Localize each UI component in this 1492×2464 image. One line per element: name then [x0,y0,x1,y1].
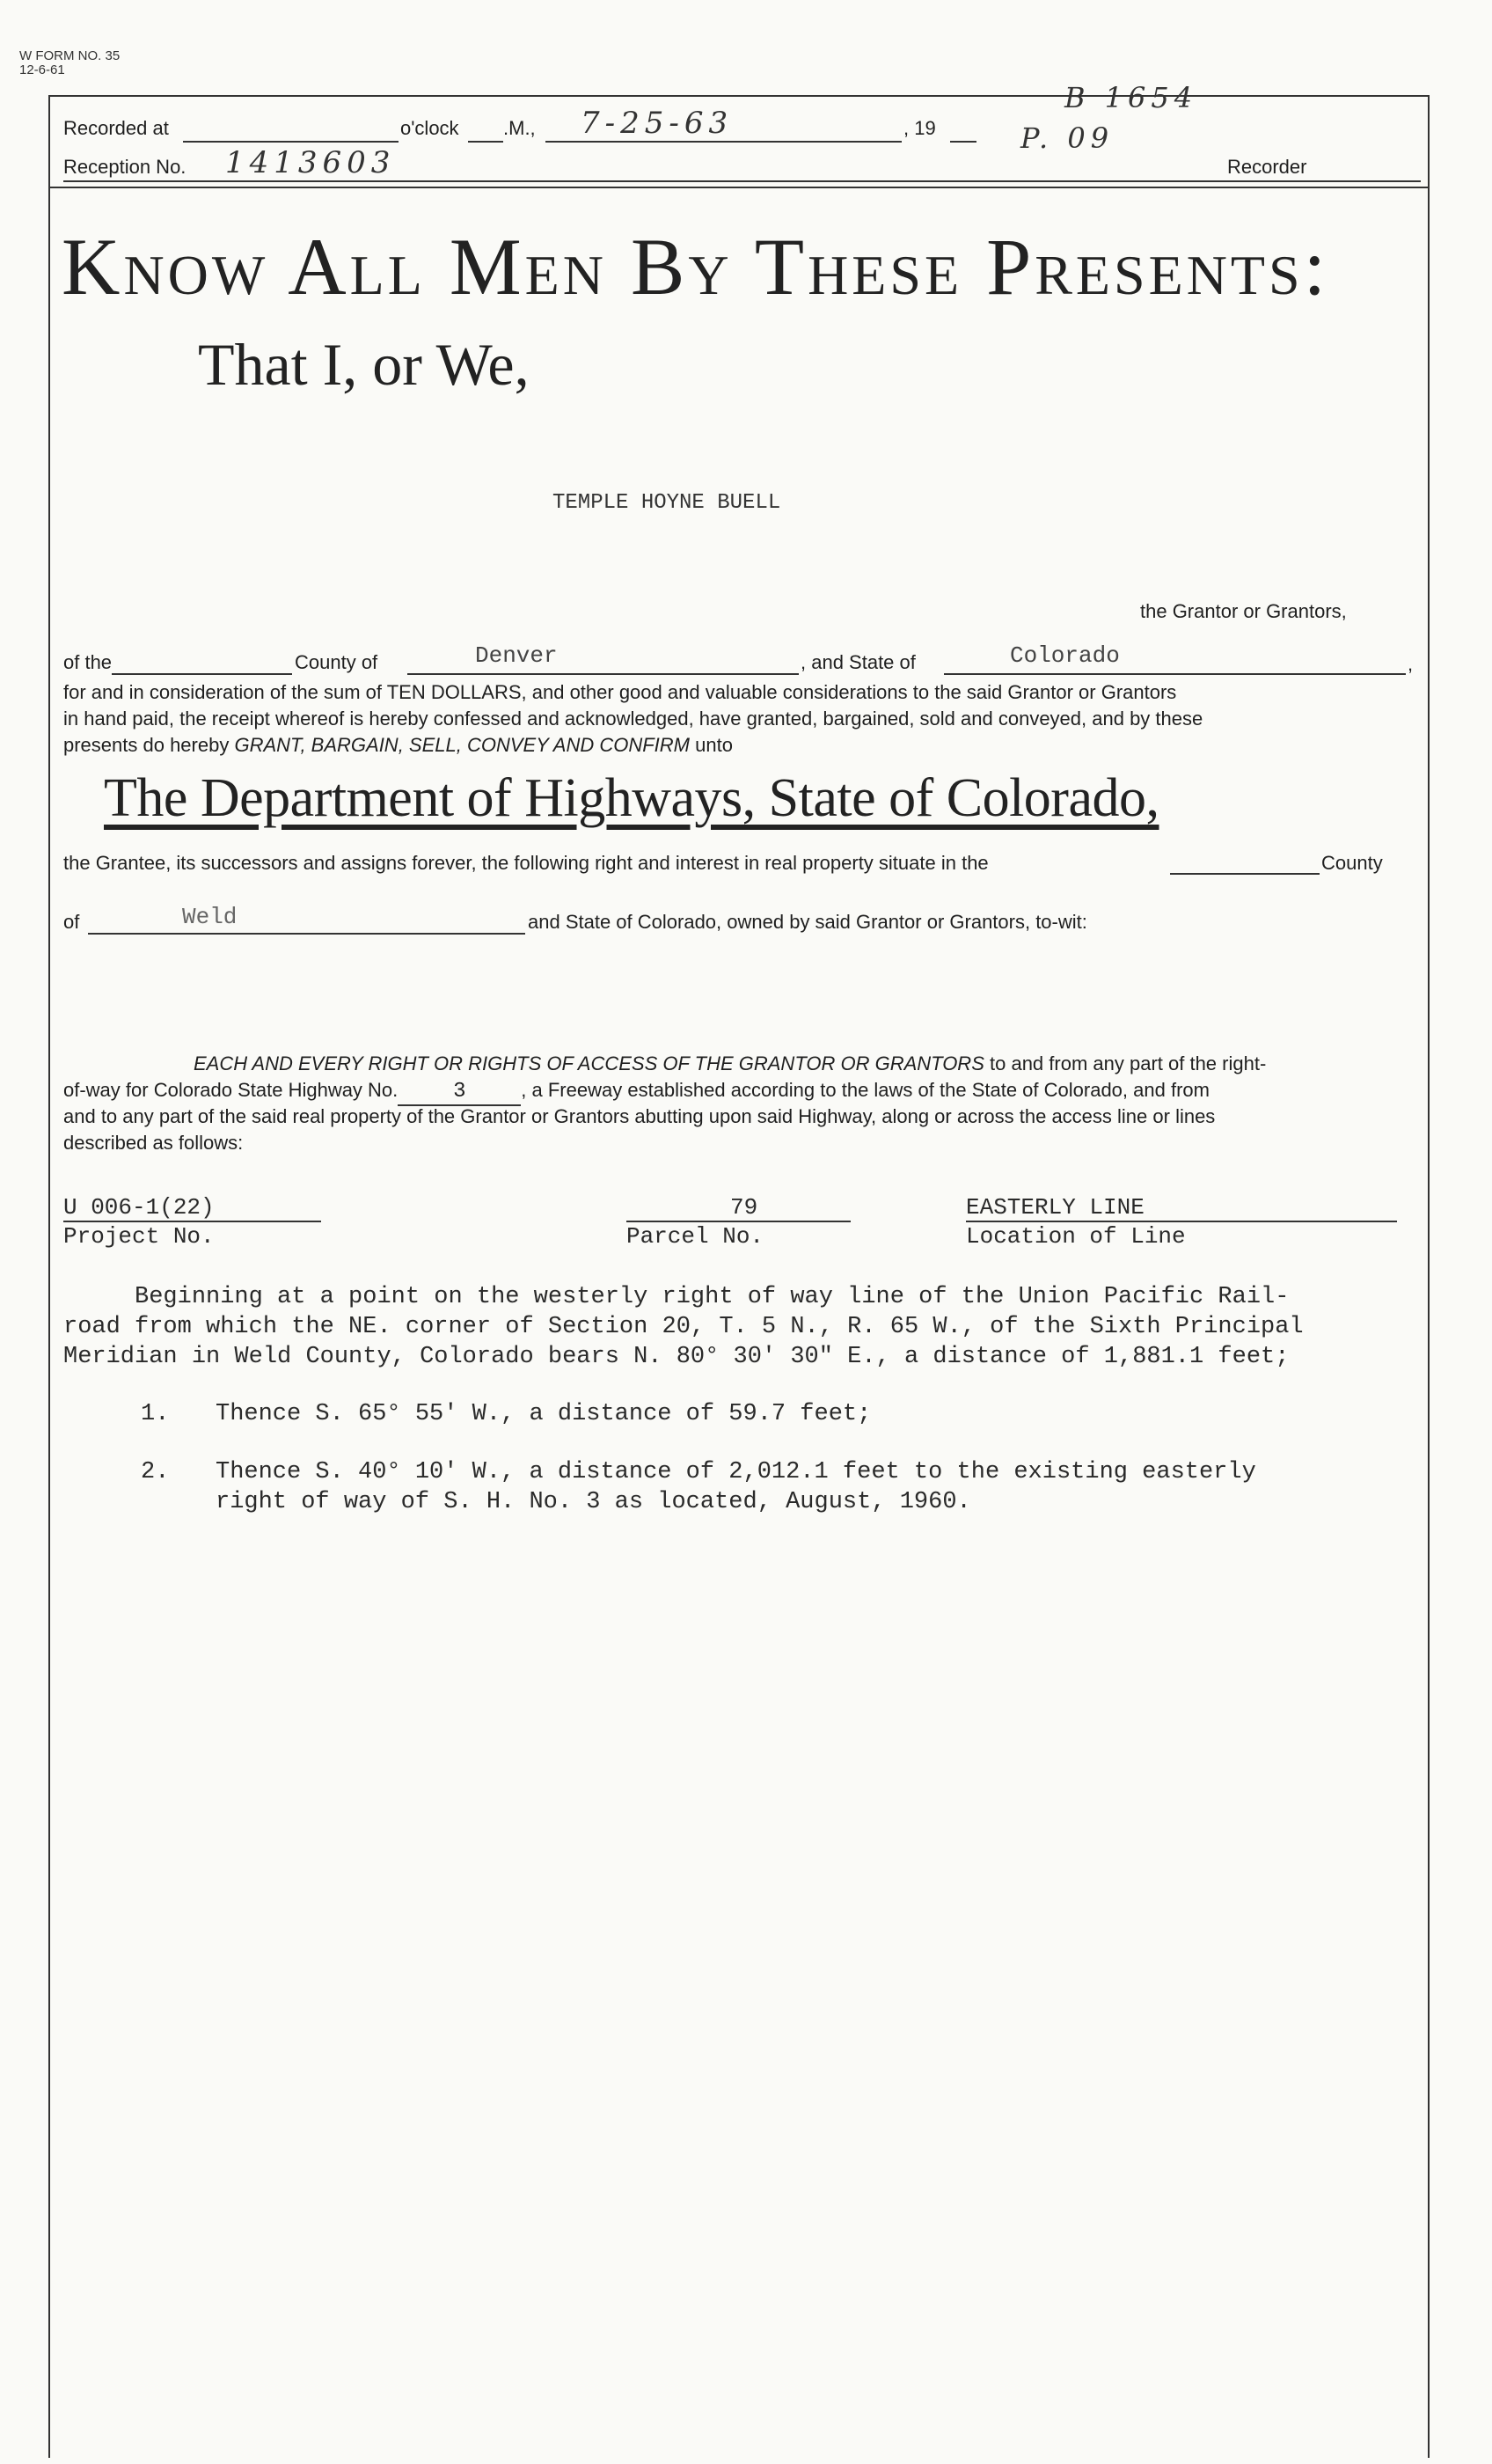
form-number-text: W FORM NO. 35 [19,48,121,63]
nineteen-label: , 19 [903,117,936,139]
header-rule [48,187,1430,188]
access-line-1-suffix: to and from any part of the right- [990,1052,1267,1074]
project-label: Project No. [63,1223,215,1250]
grantor-county-value: Denver [475,642,558,669]
of-the-line [112,673,292,675]
book-handwritten: B 1654 [1064,81,1198,114]
document-title: Know All Men By These Presents: [62,222,1330,312]
item-1-text: Thence S. 65° 55' W., a distance of 59.7 feet; [216,1401,872,1427]
location-of-line-value: EASTERLY LINE [966,1194,1145,1221]
description-line-3: Meridian in Weld County, Colorado bears N. 80° 30' 30" E., a distance of 1,881.1 feet; [63,1344,1290,1370]
access-line-4: described as follows: [63,1132,244,1154]
access-line-1 [63,1051,1387,1076]
page-handwritten: P. 09 [1020,121,1115,155]
access-italic-lead: EACH AND EVERY RIGHT OR RIGHTS OF ACCESS OF THE GRANTOR OR GRANTORS [194,1052,984,1074]
property-county-line [88,933,525,935]
grantee-county-line [1170,873,1320,875]
recorded-at-line [183,141,399,143]
recorded-at-label: Recorded at [63,117,169,139]
item-2-text-line-1: Thence S. 40° 10' W., a distance of 2,012.1 feet to the existing easterly [216,1459,1256,1485]
access-line-2-prefix: of-way for Colorado State Highway No. [63,1079,399,1101]
access-line-2 [63,1077,1387,1106]
access-line-3: and to any part of the said real property of the Grantor or Grantors abutting upon said Highway, along or across the access line or lines [63,1105,1216,1127]
consideration-line-2: in hand paid, the receipt whereof is hereby confessed and acknowledged, have granted, bargained, sold and conveyed, and by these [63,708,1203,730]
county-of-label: County of [295,651,378,673]
item-1-number: 1. [141,1401,170,1427]
property-suffix: and State of Colorado, owned by said Grantor or Grantors, to-wit: [528,911,1087,933]
grantor-name: TEMPLE HOYNE BUELL [552,491,781,515]
recorder-label: Recorder [1227,156,1307,178]
property-county-value: Weld [182,904,238,930]
county-line [407,673,799,675]
grantor-phrase: the Grantor or Grantors, [1140,600,1347,622]
project-number-line [63,1221,321,1222]
and-state-of-label: , and State of [801,651,916,673]
item-2-number: 2. [141,1459,170,1485]
date-handwritten: 7-25-63 [581,106,734,141]
parcel-label: Parcel No. [626,1223,764,1250]
access-line-2-suffix: , a Freeway established according to the laws of the State of Colorado, and from [521,1079,1210,1101]
description-line-2: road from which the NE. corner of Section 20, T. 5 N., R. 65 W., of the Sixth Principal [63,1314,1304,1340]
document-frame [48,95,1430,2458]
document-subtitle: That I, or We, [198,331,530,398]
reception-handwritten: 1413603 [225,145,396,180]
property-of-label: of [63,911,80,933]
consideration-line-1: for and in consideration of the sum of TEN DOLLARS, and other good and valuable considerations to the said Grantor or Grantors [63,681,1177,703]
reception-label: Reception No. [63,156,186,178]
parcel-number-line [626,1221,851,1222]
highway-number: 3 [398,1079,521,1106]
location-of-line-underline [966,1221,1397,1222]
grantor-state-value: Colorado [1010,642,1120,669]
grantee-county-label: County [1321,852,1383,874]
consideration-prefix: presents do hereby [63,734,230,756]
oclock-label: o'clock [400,117,459,139]
form-date-text: 12-6-61 [19,62,65,77]
grant-words: GRANT, BARGAIN, SELL, CONVEY AND CONFIRM [234,734,690,756]
oclock-line [468,141,503,143]
project-number: U 006-1(22) [63,1194,215,1221]
item-2-text-line-2: right of way of S. H. No. 3 as located, August, 1960. [216,1489,971,1515]
state-comma: , [1408,653,1414,675]
m-label: .M., [503,117,536,139]
location-of-line-label: Location of Line [966,1223,1186,1250]
form-number [19,49,120,77]
of-the-label: of the [63,651,113,673]
consideration-line-3 [63,732,1387,758]
description-line-1: Beginning at a point on the westerly right of way line of the Union Pacific Rail- [63,1284,1290,1310]
parcel-number: 79 [730,1194,758,1221]
reception-line [63,180,1421,182]
grantee-clause-text: the Grantee, its successors and assigns forever, the following right and interest in real property situate in the [63,852,989,874]
grantee-name: The Department of Highways, State of Colorado, [104,768,1159,828]
year-line [950,141,976,143]
date-line [545,141,902,143]
state-line [944,673,1406,675]
consideration-suffix: unto [695,734,733,756]
